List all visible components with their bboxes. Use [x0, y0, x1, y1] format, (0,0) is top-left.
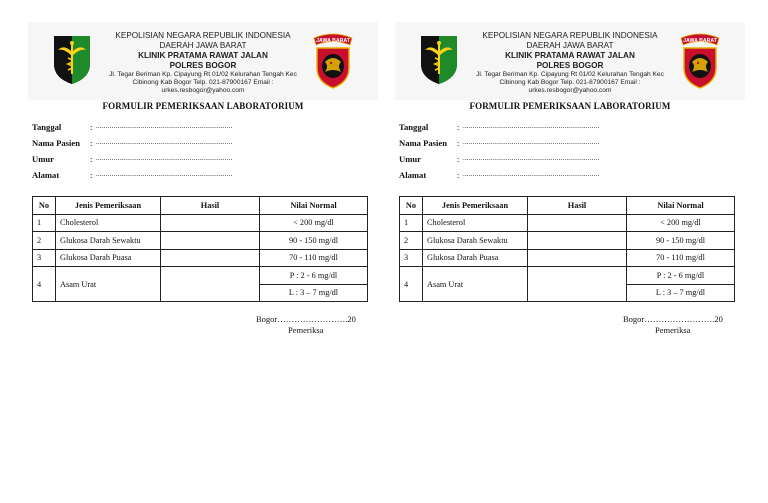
normal-value: < 200 mg/dl: [627, 214, 735, 232]
exam-type: Glukosa Darah Puasa: [423, 249, 528, 267]
place-date: Bogor…………………….20: [623, 314, 723, 324]
result-cell[interactable]: [528, 214, 627, 232]
exam-type: Asam Urat: [56, 267, 161, 302]
result-cell[interactable]: [161, 267, 260, 302]
field-colon: :: [90, 138, 93, 148]
field-nama-pasien: [32, 138, 372, 154]
clinic-logo-icon: [52, 34, 92, 86]
result-cell[interactable]: [161, 214, 260, 232]
field-label: Alamat: [32, 170, 60, 180]
table-row: [400, 232, 735, 250]
header-line: KEPOLISIAN NEGARA REPUBLIK INDONESIA: [482, 31, 658, 40]
exam-type: Glukosa Darah Sewaktu: [423, 232, 528, 250]
form-header: [395, 22, 745, 100]
column-header-jenis: Jenis Pemeriksaan: [423, 197, 528, 215]
table-row: [33, 214, 368, 232]
field-umur: [399, 154, 739, 170]
table-row: [33, 232, 368, 250]
field-nama-pasien: [399, 138, 739, 154]
patient-fields: [399, 122, 739, 186]
form-title: FORMULIR PEMERIKSAAN LABORATORIUM: [102, 101, 304, 111]
field-label: Nama Pasien: [399, 138, 447, 148]
column-header-no: No: [400, 197, 423, 215]
clinic-name: KLINIK PRATAMA RAWAT JALAN: [505, 51, 635, 60]
field-colon: :: [90, 122, 93, 132]
lab-results-table: [399, 196, 735, 302]
field-colon: :: [457, 138, 460, 148]
field-tanggal: [32, 122, 372, 138]
row-number: 2: [33, 232, 56, 250]
exam-type: Cholesterol: [56, 214, 161, 232]
exam-type: Glukosa Darah Puasa: [56, 249, 161, 267]
result-cell[interactable]: [161, 249, 260, 267]
badge-text: JAWA BARAT: [316, 38, 350, 44]
result-cell[interactable]: [528, 232, 627, 250]
badge-text: JAWA BARAT: [683, 38, 717, 44]
field-colon: :: [457, 170, 460, 180]
normal-value: < 200 mg/dl: [260, 214, 368, 232]
row-number: 3: [33, 249, 56, 267]
row-number: 2: [400, 232, 423, 250]
polres-name: POLRES BOGOR: [536, 61, 604, 70]
table-header-row: [400, 197, 735, 215]
field-label: Tanggal: [32, 122, 62, 132]
row-number: 1: [33, 214, 56, 232]
age-field[interactable]: ......................................................................: [463, 154, 600, 162]
polres-name: POLRES BOGOR: [169, 61, 237, 70]
signature-block: [256, 314, 356, 335]
header-text-block: [98, 31, 308, 95]
result-cell[interactable]: [161, 232, 260, 250]
date-field[interactable]: ......................................................................: [96, 122, 233, 130]
column-header-hasil: Hasil: [528, 197, 627, 215]
field-label: Umur: [32, 154, 54, 164]
exam-type: Asam Urat: [423, 267, 528, 302]
header-line: DAERAH JAWA BARAT: [526, 41, 614, 50]
row-number: 4: [400, 267, 423, 302]
clinic-logo-icon: [419, 34, 459, 86]
field-label: Tanggal: [399, 122, 429, 132]
email-line: urkes.resbogor@yahoo.com: [161, 87, 245, 94]
result-cell[interactable]: [528, 249, 627, 267]
table-row: [400, 249, 735, 267]
field-alamat: [32, 170, 372, 186]
normal-value: P : 2 - 6 mg/dl: [627, 267, 735, 285]
header-line: DAERAH JAWA BARAT: [159, 41, 247, 50]
table-row: [33, 267, 368, 285]
field-alamat: [399, 170, 739, 186]
field-label: Nama Pasien: [32, 138, 80, 148]
field-colon: :: [457, 122, 460, 132]
column-header-hasil: Hasil: [161, 197, 260, 215]
table-row: [33, 249, 368, 267]
form-header: [28, 22, 378, 100]
field-label: Umur: [399, 154, 421, 164]
examiner-label: Pemeriksa: [288, 325, 324, 335]
place-date: Bogor…………………….20: [256, 314, 356, 324]
address-field[interactable]: ......................................................................: [463, 170, 600, 178]
field-tanggal: [399, 122, 739, 138]
field-colon: :: [90, 170, 93, 180]
clinic-name: KLINIK PRATAMA RAWAT JALAN: [138, 51, 268, 60]
exam-type: Glukosa Darah Sewaktu: [56, 232, 161, 250]
normal-value: L : 3 – 7 mg/dl: [627, 284, 735, 302]
address-field[interactable]: ......................................................................: [96, 170, 233, 178]
table-row: [400, 267, 735, 285]
normal-value: L : 3 – 7 mg/dl: [260, 284, 368, 302]
column-header-nilai: Nilai Normal: [627, 197, 735, 215]
table-header-row: [33, 197, 368, 215]
patient-fields: [32, 122, 372, 186]
field-colon: :: [457, 154, 460, 164]
normal-value: 90 - 150 mg/dl: [260, 232, 368, 250]
row-number: 4: [33, 267, 56, 302]
header-text-block: [465, 31, 675, 95]
signature-block: [623, 314, 723, 335]
address-line: Cibinong Kab Bogor Telp. 021-87900167 Email :: [132, 79, 274, 86]
police-shield-icon: [311, 28, 355, 90]
lab-form-left: [28, 22, 378, 342]
field-label: Alamat: [399, 170, 427, 180]
police-shield-icon: [678, 28, 722, 90]
address-line: Cibinong Kab Bogor Telp. 021-87900167 Email :: [499, 79, 641, 86]
result-cell[interactable]: [528, 267, 627, 302]
column-header-no: No: [33, 197, 56, 215]
normal-value: 70 - 110 mg/dl: [260, 249, 368, 267]
lab-results-table: [32, 196, 368, 302]
header-line: KEPOLISIAN NEGARA REPUBLIK INDONESIA: [115, 31, 291, 40]
address-line: Jl. Tegar Beriman Kp. Cipayung Rt 01/02 Kelurahan Tengah Kec: [476, 71, 664, 78]
date-field[interactable]: ......................................................................: [463, 122, 600, 130]
normal-value: P : 2 - 6 mg/dl: [260, 267, 368, 285]
row-number: 1: [400, 214, 423, 232]
address-line: Jl. Tegar Beriman Kp. Cipayung Rt 01/02 Kelurahan Tengah Kec: [109, 71, 297, 78]
row-number: 3: [400, 249, 423, 267]
normal-value: 70 - 110 mg/dl: [627, 249, 735, 267]
exam-type: Cholesterol: [423, 214, 528, 232]
form-title: FORMULIR PEMERIKSAAN LABORATORIUM: [469, 101, 671, 111]
examiner-label: Pemeriksa: [655, 325, 691, 335]
patient-name-field[interactable]: ......................................................................: [463, 138, 600, 146]
normal-value: 90 - 150 mg/dl: [627, 232, 735, 250]
table-row: [400, 214, 735, 232]
field-umur: [32, 154, 372, 170]
column-header-nilai: Nilai Normal: [260, 197, 368, 215]
age-field[interactable]: ......................................................................: [96, 154, 233, 162]
column-header-jenis: Jenis Pemeriksaan: [56, 197, 161, 215]
lab-form-right: [395, 22, 745, 342]
patient-name-field[interactable]: ......................................................................: [96, 138, 233, 146]
field-colon: :: [90, 154, 93, 164]
email-line: urkes.resbogor@yahoo.com: [528, 87, 612, 94]
